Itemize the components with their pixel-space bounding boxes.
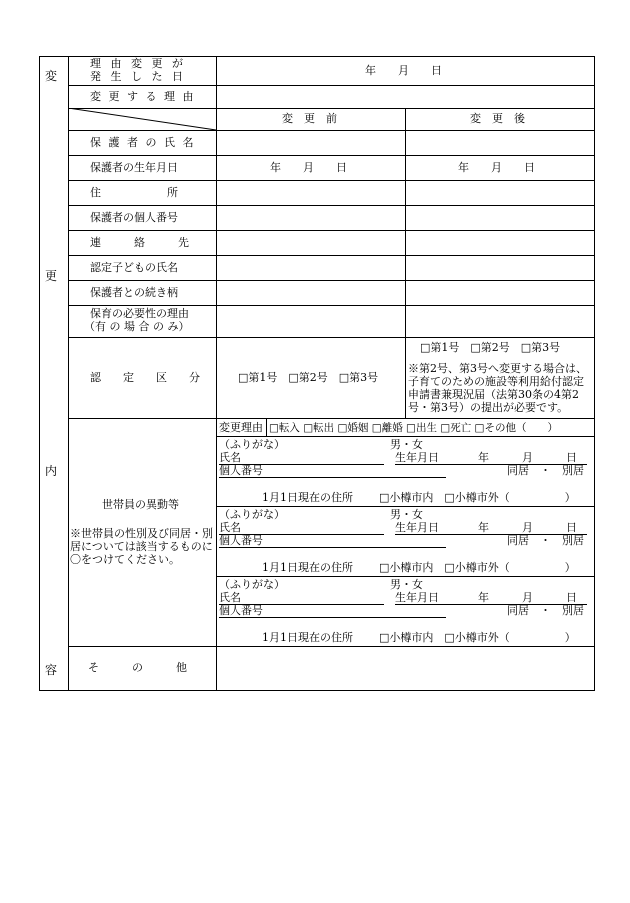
relation-label: 保護者との続き柄 [90,286,178,299]
member-divider [216,576,595,577]
certification-note: ※第2号、第3号へ変更する場合は、子育てのための施設等利用給付認定申請書兼現況届（法第30条の4第2号・第3号）の提出が必要です。 [408,362,587,414]
birth-after-field[interactable]: 年 月 日 [458,161,535,174]
member-birth-label: 生年月日 [395,451,439,464]
household-label: 世帯員の異動等 [102,498,179,511]
other-label: そ の 他 [88,661,187,674]
address-label: 住 所 [90,186,178,199]
member-mynumber-label: 個人番号 [219,464,263,477]
table-bottom-border [39,690,595,691]
row-divider [216,436,595,437]
member-furigana: （ふりがな） [219,438,285,451]
guardian-name-label: 保 護 者 の 氏 名 [90,136,196,149]
necessity-label: （有 の 場 合 の み） [84,320,190,333]
member-gender[interactable]: 男・女 [390,508,423,521]
member-name-label: 氏名 [219,591,241,604]
side-label-bottom: 容 [45,663,58,677]
member-mynumber-label: 個人番号 [219,534,263,547]
certification-before-options[interactable]: □第1号 □第2号 □第3号 [238,371,379,384]
contact-label: 連 絡 先 [90,236,189,249]
row-divider [68,155,595,156]
guardian-mynumber-label: 保護者の個人番号 [90,211,178,224]
header-before: 変 更 前 [282,112,337,125]
household-note: ※世帯員の性別及び同居・別居については該当するものに〇をつけてください。 [70,527,213,566]
certification-after-options[interactable]: □第1号 □第2号 □第3号 [420,341,561,354]
member-address-label: 1月1日現在の住所 [262,631,353,644]
member-living[interactable]: 同居 ・ 別居 [507,604,584,617]
reason-label: 変 更 す る 理 由 [90,90,196,103]
header-after: 変 更 後 [470,112,525,125]
row-divider [68,646,595,647]
row-divider [68,418,595,419]
member-furigana: （ふりがな） [219,578,285,591]
row-divider [68,205,595,206]
member-birth-label: 生年月日 [395,521,439,534]
column-divider [266,418,267,436]
necessity-label: 保育の必要性の理由 [90,307,189,320]
side-label-middle: 内 [45,464,58,478]
change-reason-label: 変更理由 [219,421,263,434]
member-birth-label: 生年月日 [395,591,439,604]
table-right-border [594,56,595,691]
diagonal-line [68,108,217,131]
side-label-top: 変 [45,69,58,83]
row-divider [68,180,595,181]
other-field[interactable] [218,648,593,689]
row-divider [68,337,595,338]
member-name-label: 氏名 [219,451,241,464]
table-left-border [39,56,40,691]
birth-before-field[interactable]: 年 月 日 [270,161,347,174]
member-gender[interactable]: 男・女 [390,578,423,591]
member-birth-field[interactable]: 年 月 日 [478,591,577,604]
member-living[interactable]: 同居 ・ 別居 [507,464,584,477]
member-birth-field[interactable]: 年 月 日 [478,451,577,464]
occurrence-label: 理 由 変 更 が [90,57,186,70]
member-divider [216,506,595,507]
guardian-birth-label: 保護者の生年月日 [90,161,178,174]
row-divider [68,85,595,86]
column-divider [216,56,217,691]
member-address-options[interactable]: □小樽市内 □小樽市外（ ） [379,491,576,504]
member-furigana: （ふりがな） [219,508,285,521]
column-divider [68,56,69,691]
member-name-label: 氏名 [219,521,241,534]
member-gender[interactable]: 男・女 [390,438,423,451]
row-divider [68,230,595,231]
member-address-options[interactable]: □小樽市内 □小樽市外（ ） [379,561,576,574]
side-label-middle: 更 [45,269,58,283]
column-divider [405,108,406,418]
member-living[interactable]: 同居 ・ 別居 [507,534,584,547]
member-mynumber-label: 個人番号 [219,604,263,617]
row-divider [68,280,595,281]
change-reason-options[interactable]: □転入 □転出 □婚姻 □離婚 □出生 □死亡 □その他（ ） [269,422,558,434]
row-divider [68,255,595,256]
mynumber-underline [219,477,446,478]
mynumber-underline [219,617,446,618]
row-divider [68,305,595,306]
occurrence-date-field[interactable]: 年 月 日 [365,64,442,77]
member-address-label: 1月1日現在の住所 [262,491,353,504]
child-name-label: 認定子どもの氏名 [90,261,178,274]
occurrence-label: 発 生 し た 日 [90,70,186,83]
mynumber-underline [219,547,446,548]
member-address-options[interactable]: □小樽市内 □小樽市外（ ） [379,631,576,644]
member-birth-field[interactable]: 年 月 日 [478,521,577,534]
member-address-label: 1月1日現在の住所 [262,561,353,574]
certification-label: 認 定 区 分 [90,371,200,384]
